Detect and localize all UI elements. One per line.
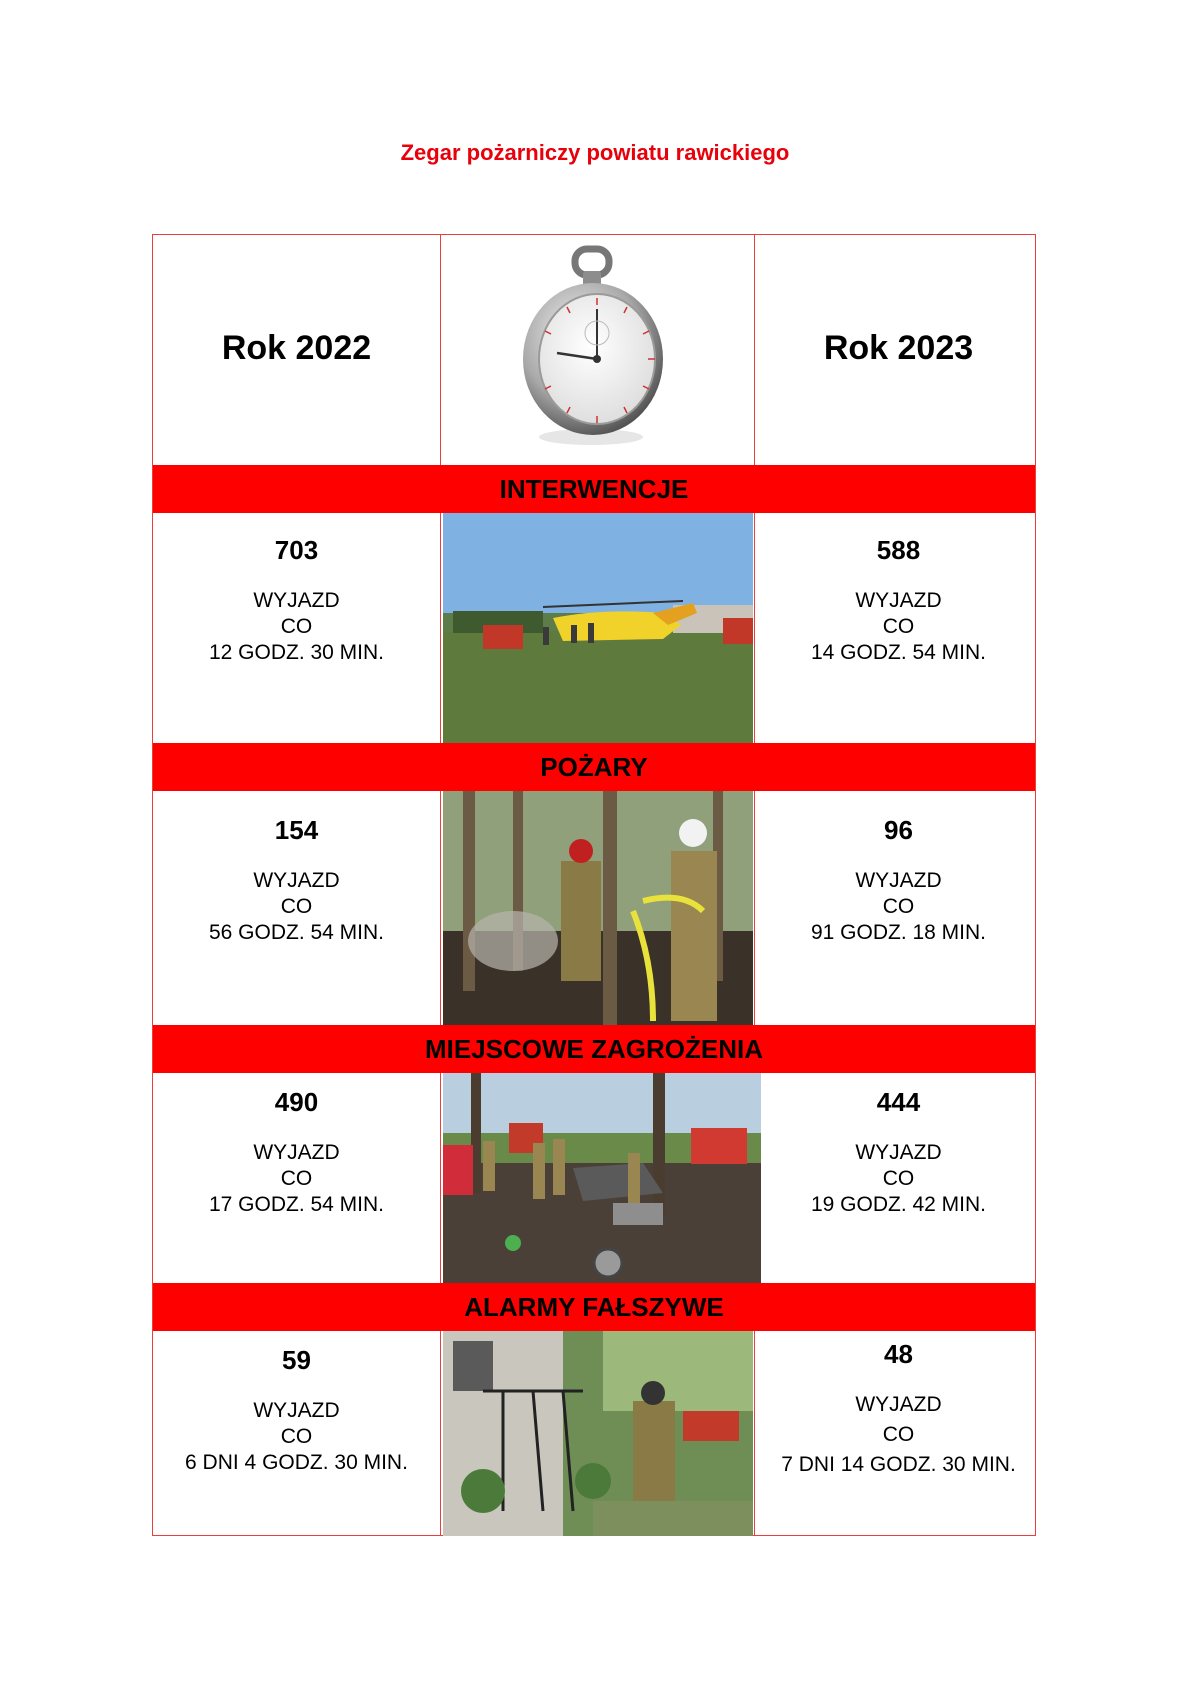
section-header-miejscowe-zagrozenia: MIEJSCOWE ZAGROŻENIA bbox=[153, 1025, 1035, 1073]
stat-line: WYJAZD bbox=[855, 589, 942, 612]
stat-value: 96 bbox=[884, 815, 913, 845]
divider bbox=[440, 1073, 441, 1283]
stat-line: WYJAZD bbox=[253, 1141, 340, 1164]
divider bbox=[440, 1331, 441, 1536]
stat-line: CO bbox=[882, 1167, 915, 1190]
stat-line: CO bbox=[882, 1423, 915, 1446]
false-alarm-photo bbox=[443, 1331, 753, 1536]
stat-2023-interwencje bbox=[755, 535, 1042, 666]
stat-value: 48 bbox=[884, 1339, 913, 1369]
stat-value: 444 bbox=[876, 1087, 921, 1117]
stat-line: 91 GODZ. 18 MIN. bbox=[810, 921, 987, 944]
stat-line: WYJAZD bbox=[253, 1399, 340, 1422]
stat-2022-miejscowe-zagrozenia bbox=[153, 1087, 440, 1218]
page-title: Zegar pożarniczy powiatu rawickiego bbox=[400, 140, 790, 165]
stat-value: 59 bbox=[282, 1345, 311, 1375]
stat-line: CO bbox=[280, 1425, 313, 1448]
stat-line: WYJAZD bbox=[253, 589, 340, 612]
stat-line: WYJAZD bbox=[253, 869, 340, 892]
stat-2023-pozary bbox=[755, 815, 1042, 946]
stat-value: 703 bbox=[274, 535, 319, 565]
stat-line: CO bbox=[882, 615, 915, 638]
stat-2023-alarmy-falszywe bbox=[755, 1339, 1042, 1478]
stat-line: 6 DNI 4 GODZ. 30 MIN. bbox=[185, 1451, 408, 1474]
stopwatch-icon bbox=[513, 241, 673, 451]
stat-line: 19 GODZ. 42 MIN. bbox=[810, 1193, 987, 1216]
forest-fire-photo bbox=[443, 791, 753, 1025]
stat-line: WYJAZD bbox=[855, 1393, 942, 1416]
stat-line: CO bbox=[882, 895, 915, 918]
stat-line: CO bbox=[280, 615, 313, 638]
stat-value: 154 bbox=[274, 815, 319, 845]
year-2022-heading: Rok 2022 bbox=[221, 329, 372, 367]
stat-2022-interwencje bbox=[153, 535, 440, 666]
stat-line: CO bbox=[280, 1167, 313, 1190]
section-header-interwencje: INTERWENCJE bbox=[153, 465, 1035, 513]
stat-line: 12 GODZ. 30 MIN. bbox=[208, 641, 385, 664]
stat-line: 7 DNI 14 GODZ. 30 MIN. bbox=[781, 1453, 1016, 1476]
section-header-pozary: POŻARY bbox=[153, 743, 1035, 791]
statistics-table bbox=[152, 234, 1036, 1536]
stat-line: WYJAZD bbox=[855, 1141, 942, 1164]
divider bbox=[440, 791, 441, 1025]
road-accident-photo bbox=[443, 1073, 761, 1283]
stat-line: 14 GODZ. 54 MIN. bbox=[810, 641, 987, 664]
helicopter-rescue-photo bbox=[443, 513, 753, 743]
stat-value: 490 bbox=[274, 1087, 319, 1117]
stat-line: 17 GODZ. 54 MIN. bbox=[208, 1193, 385, 1216]
stat-2022-pozary bbox=[153, 815, 440, 946]
divider bbox=[440, 235, 441, 465]
year-2023-heading: Rok 2023 bbox=[823, 329, 974, 367]
stat-line: CO bbox=[280, 895, 313, 918]
stat-line: 56 GODZ. 54 MIN. bbox=[208, 921, 385, 944]
divider bbox=[440, 513, 441, 743]
section-header-alarmy-falszywe: ALARMY FAŁSZYWE bbox=[153, 1283, 1035, 1331]
stat-line: WYJAZD bbox=[855, 869, 942, 892]
stat-2022-alarmy-falszywe bbox=[153, 1345, 440, 1476]
stat-2023-miejscowe-zagrozenia bbox=[755, 1087, 1042, 1218]
stat-value: 588 bbox=[876, 535, 921, 565]
